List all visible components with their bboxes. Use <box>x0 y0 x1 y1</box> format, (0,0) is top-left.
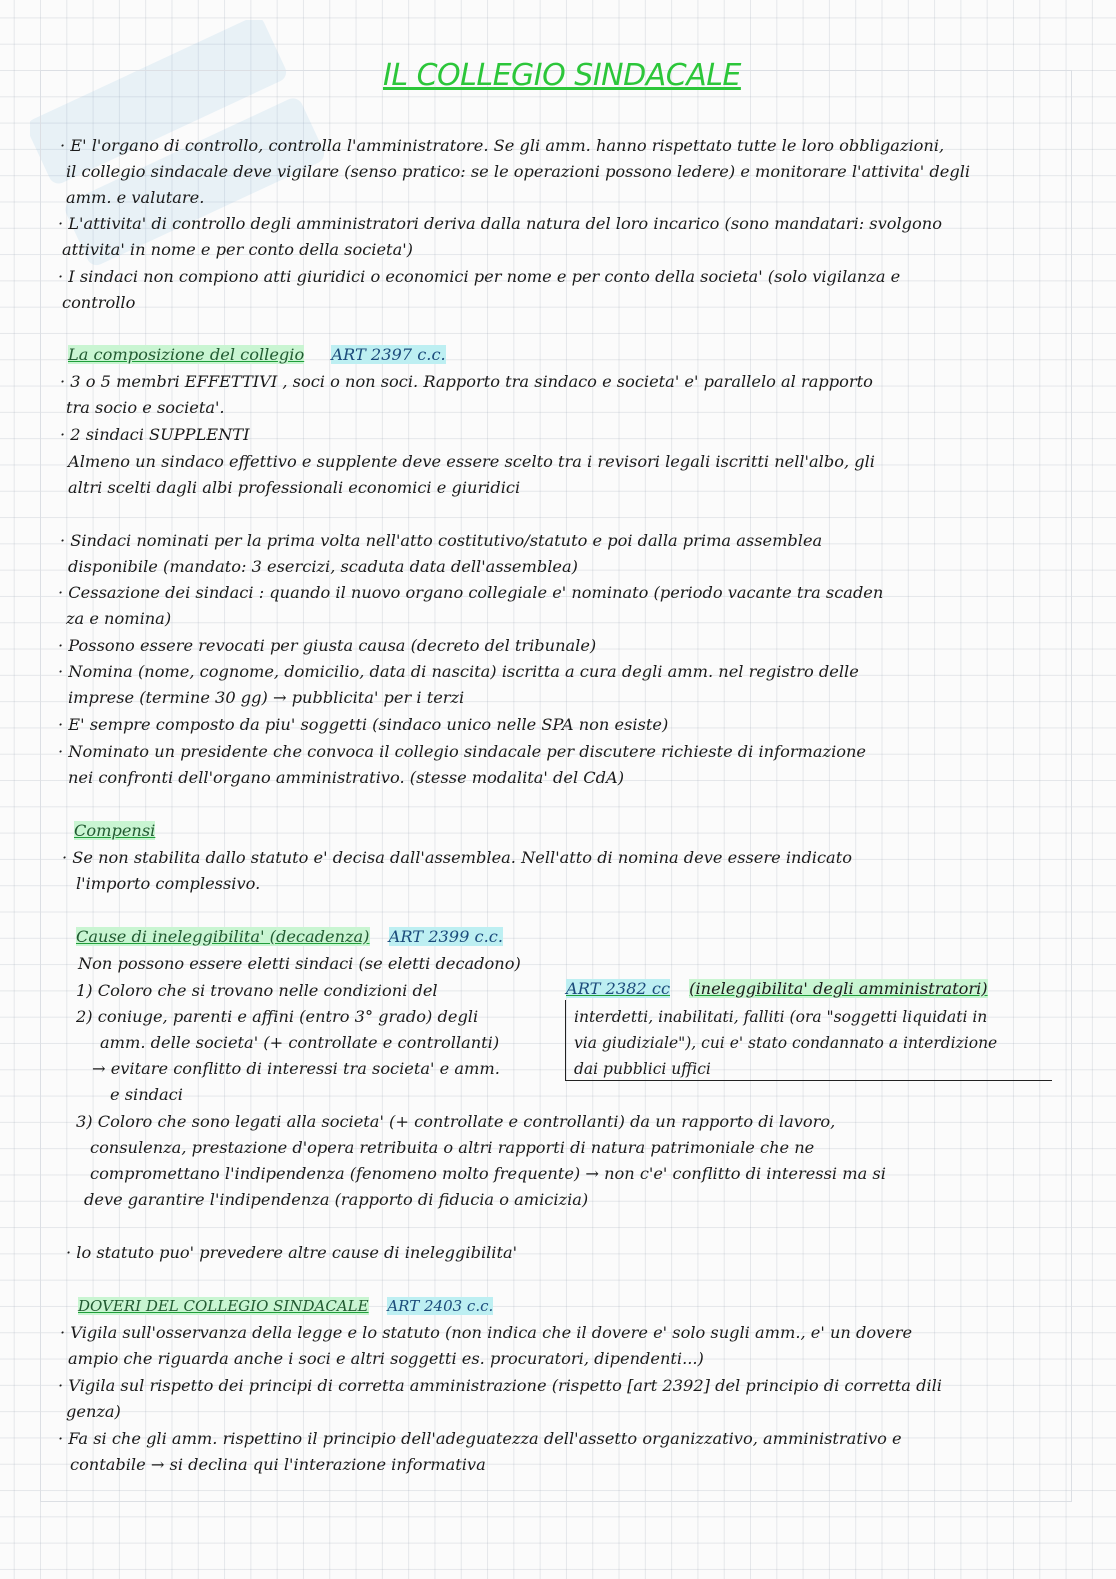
box-line: interdetti, inabilitati, falliti (ora "soggetti liquidati in <box>574 1008 988 1026</box>
article-ref-2403: ART 2403 c.c. <box>387 1297 494 1315</box>
text-line: contabile → si declina qui l'interazione informativa <box>70 1455 486 1474</box>
article-ref-2397: ART 2397 c.c. <box>331 345 446 364</box>
text-line: za e nomina) <box>66 609 172 628</box>
list-item: deve garantire l'indipendenza (rapporto di fiducia o amicizia) <box>84 1190 589 1209</box>
text-line: · Vigila sul rispetto dei principi di corretta amministrazione (rispetto [art 2392] del principio di corretta dili <box>58 1376 942 1395</box>
box-line: via giudiziale"), cui e' stato condannato a interdizione <box>574 1034 998 1052</box>
text-line: · Se non stabilita dallo statuto e' decisa dall'assemblea. Nell'atto di nomina deve essere indicato <box>62 848 852 867</box>
text-line: · E' sempre composto da piu' soggetti (sindaco unico nelle SPA non esiste) <box>58 715 669 734</box>
text-line: nei confronti dell'organo amministrativo. (stesse modalita' del CdA) <box>68 768 625 787</box>
text-line: imprese (termine 30 gg) → pubblicita' per i terzi <box>68 688 465 707</box>
text-line: · Fa si che gli amm. rispettino il principio dell'adeguatezza dell'assetto organizzativo, amministrativo e <box>58 1429 902 1448</box>
intro-line: · L'attivita' di controllo degli amministratori deriva dalla natura del loro incarico (sono mandatari: svolgono <box>58 214 942 233</box>
text-line: l'importo complessivo. <box>76 874 261 893</box>
intro-line: attivita' in nome e per conto della societa') <box>62 240 413 259</box>
list-item: amm. delle societa' (+ controllate e controllanti) <box>100 1033 500 1052</box>
text-line: ampio che riguarda anche i soci e altri soggetti es. procuratori, dipendenti...) <box>68 1349 704 1368</box>
list-item: consulenza, prestazione d'opera retribuita o altri rapporti di natura patrimoniale che ne <box>90 1138 815 1157</box>
list-item: compromettano l'indipendenza (fenomeno molto frequente) → non c'e' conflitto di interessi ma si <box>90 1164 886 1183</box>
text-line: genza) <box>66 1402 121 1421</box>
section-heading-composizione: La composizione del collegio <box>68 345 305 364</box>
text-line: · 3 o 5 membri EFFETTIVI , soci o non soci. Rapporto tra sindaco e societa' e' parallelo al rapporto <box>60 372 873 391</box>
section-heading-doveri: DOVERI DEL COLLEGIO SINDACALE <box>78 1297 369 1315</box>
text-line: · 2 sindaci SUPPLENTI <box>60 425 250 444</box>
text-line: tra socio e societa'. <box>66 398 225 417</box>
text-line: altri scelti dagli albi professionali economici e giuridici <box>68 478 521 497</box>
list-item: e sindaci <box>110 1085 183 1104</box>
section-heading-ineleggibilita: Cause di ineleggibilita' (decadenza) <box>76 927 370 946</box>
intro-line: · E' l'organo di controllo, controlla l'amministratore. Se gli amm. hanno rispettato tutte le loro obbligazioni, <box>60 136 945 155</box>
list-item: 1) Coloro che si trovano nelle condizioni del <box>76 981 438 1000</box>
text-line: · Vigila sull'osservanza della legge e lo statuto (non indica che il dovere e' solo sugli amm., e' un dovere <box>60 1323 913 1342</box>
intro-line: · I sindaci non compiono atti giuridici o economici per nome e per conto della societa' (solo vigilanza e <box>58 267 901 286</box>
text-line: · Sindaci nominati per la prima volta nell'atto costitutivo/statuto e poi dalla prima assemblea <box>60 531 823 550</box>
text-line: disponibile (mandato: 3 esercizi, scaduta data dell'assemblea) <box>68 557 578 576</box>
text-line: · Nomina (nome, cognome, domicilio, data di nascita) iscritta a cura degli amm. nel registro delle <box>58 662 859 681</box>
list-item: 2) coniuge, parenti e affini (entro 3° grado) degli <box>76 1007 479 1026</box>
page-title: IL COLLEGIO SINDACALE <box>383 58 741 93</box>
section-heading-compensi: Compensi <box>74 821 156 840</box>
text-line: Almeno un sindaco effettivo e supplente deve essere scelto tra i revisori legali iscritti nell'albo, gli <box>68 452 875 471</box>
intro-line: il collegio sindacale deve vigilare (senso pratico: se le operazioni possono ledere) e monitorare l'attivita' degli <box>66 162 971 181</box>
list-item: 3) Coloro che sono legati alla societa' (+ controllate e controllanti) da un rapporto di lavoro, <box>76 1112 836 1131</box>
box-line: dai pubblici uffici <box>574 1060 711 1078</box>
text-line: Non possono essere eletti sindaci (se eletti decadono) <box>78 954 521 973</box>
text-line: · Possono essere revocati per giusta causa (decreto del tribunale) <box>58 636 597 655</box>
text-line: · Cessazione dei sindaci : quando il nuovo organo collegiale e' nominato (periodo vacante tra scaden <box>58 583 884 602</box>
article-ref-2399: ART 2399 c.c. <box>388 927 503 946</box>
list-item: → evitare conflitto di interessi tra societa' e amm. <box>92 1059 500 1078</box>
intro-line: controllo <box>62 293 136 312</box>
article-ref-2382: ART 2382 cc <box>566 979 671 998</box>
text-line: · lo statuto puo' prevedere altre cause di ineleggibilita' <box>66 1243 518 1262</box>
text-line: · Nominato un presidente che convoca il collegio sindacale per discutere richieste di informazione <box>58 742 867 761</box>
intro-line: amm. e valutare. <box>66 188 205 207</box>
box-title: (ineleggibilita' degli amministratori) <box>689 979 988 998</box>
